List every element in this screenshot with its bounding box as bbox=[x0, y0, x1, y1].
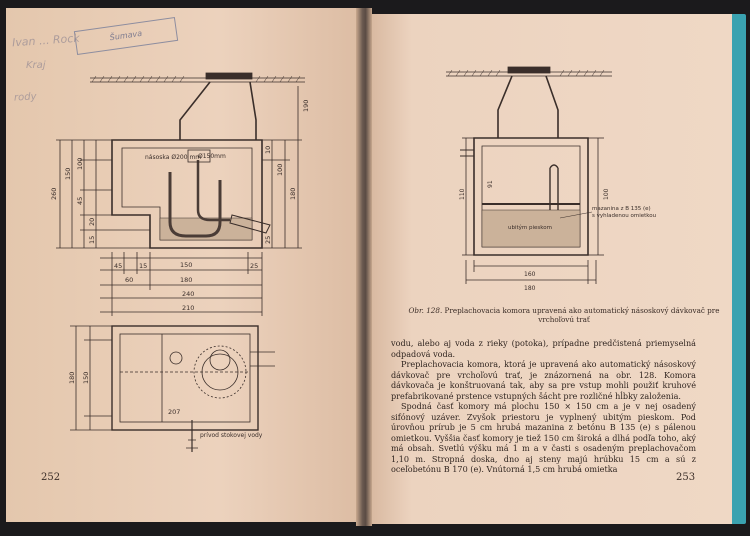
vdim-91: 91 bbox=[487, 180, 494, 188]
figure-caption-text: Preplachovacia komora upravená ako automatický násoskový dávkovač pre vrchoľovú trať bbox=[444, 306, 720, 324]
dim-160: 160 bbox=[524, 271, 536, 278]
dim-25: 25 bbox=[250, 262, 259, 270]
pencil-note-1: Ivan ... Rock bbox=[11, 31, 81, 50]
dim-15: 15 bbox=[139, 262, 148, 270]
dim-240: 240 bbox=[182, 290, 195, 298]
page-number-left: 252 bbox=[41, 472, 61, 483]
dim-150: 150 bbox=[180, 261, 193, 269]
vdim-100-right: 100 bbox=[276, 163, 284, 176]
right-technical-drawing bbox=[400, 50, 740, 350]
vdim-10-right: 10 bbox=[264, 145, 272, 154]
dim-45: 45 bbox=[114, 262, 123, 270]
dim-180: 180 bbox=[524, 285, 536, 292]
plan-dim-150: 150 bbox=[82, 371, 90, 384]
vdim-25-right: 25 bbox=[264, 235, 272, 244]
vdim-45: 45 bbox=[76, 196, 84, 205]
label-privod: prívod stokovej vody bbox=[200, 432, 263, 439]
vdim-190-right: 190 bbox=[302, 99, 310, 112]
left-technical-drawing bbox=[0, 0, 360, 480]
vdim-180-right: 180 bbox=[289, 187, 297, 200]
dim-60: 60 bbox=[125, 276, 134, 284]
vdim-15: 15 bbox=[88, 235, 96, 244]
dim-210: 210 bbox=[182, 304, 195, 312]
vdim-110: 110 bbox=[459, 188, 466, 200]
paragraph-1: vodu, alebo aj voda z rieky (potoka), prípadne predčistená priemyselná odpadová voda. bbox=[391, 338, 696, 359]
plan-dim-180: 180 bbox=[68, 371, 76, 384]
figure-caption bbox=[396, 306, 732, 324]
vdim-260: 260 bbox=[50, 187, 58, 200]
label-pieskom: ubitým pieskom bbox=[508, 225, 553, 231]
paragraph-3: Spodná časť komory má plochu 150 × 150 cm a je v nej osadený sifónový uzáver. Zvyšok priestoru je vyplnený ubitým pieskom. Pod úrovňou prírub je 5 cm hrubá mazanina z betónu B 135 (e) s pálenou omietkou. Vyššia časť komory je tiež 150 cm široká a dlhá podľa toho, aký má obsah. Svetlú výšku má 1 m a v časti s osadeným preplachovačom 1,10 m. Stropná doska, dno aj steny majú hrúbku 15 cm a sú z oceľobetónu B 170 (e). Vnútorná 1,5 cm hrubá omietka bbox=[391, 401, 696, 474]
vdim-100: 100 bbox=[603, 188, 610, 200]
paragraph-2: Preplachovacia komora, ktorá je upravená ako automatický násoskový dávkovač pre vrchoľovú trať, je znázornená na obr. 128. Komora dávkovača je konštruovaná tak, aby sa pre vstup mohli použiť kruhové prefabrikované prstence vstupných šácht pre rozličné hĺbky založenia. bbox=[391, 359, 696, 401]
pencil-note-2: Kraj bbox=[26, 60, 46, 71]
vdim-20: 20 bbox=[88, 217, 96, 226]
label-nasoska-2: Ø150mm bbox=[198, 153, 226, 160]
label-mazanina: mazanina z B 135 (e) bbox=[592, 206, 651, 212]
pencil-note-3: rody bbox=[13, 91, 37, 104]
label-nasoska: násoska Ø200 mm bbox=[145, 154, 202, 161]
dim-180: 180 bbox=[180, 276, 193, 284]
page-number-right: 253 bbox=[676, 472, 696, 483]
vdim-150: 150 bbox=[64, 167, 72, 180]
figure-number: Obr. 128. bbox=[408, 306, 443, 315]
label-omietka: s vyhladenou omietkou bbox=[592, 213, 657, 219]
body-text bbox=[391, 338, 696, 475]
plan-dim-207: 207 bbox=[168, 408, 181, 416]
library-stamp: Šumava bbox=[74, 17, 178, 55]
vdim-100: 100 bbox=[76, 157, 84, 170]
